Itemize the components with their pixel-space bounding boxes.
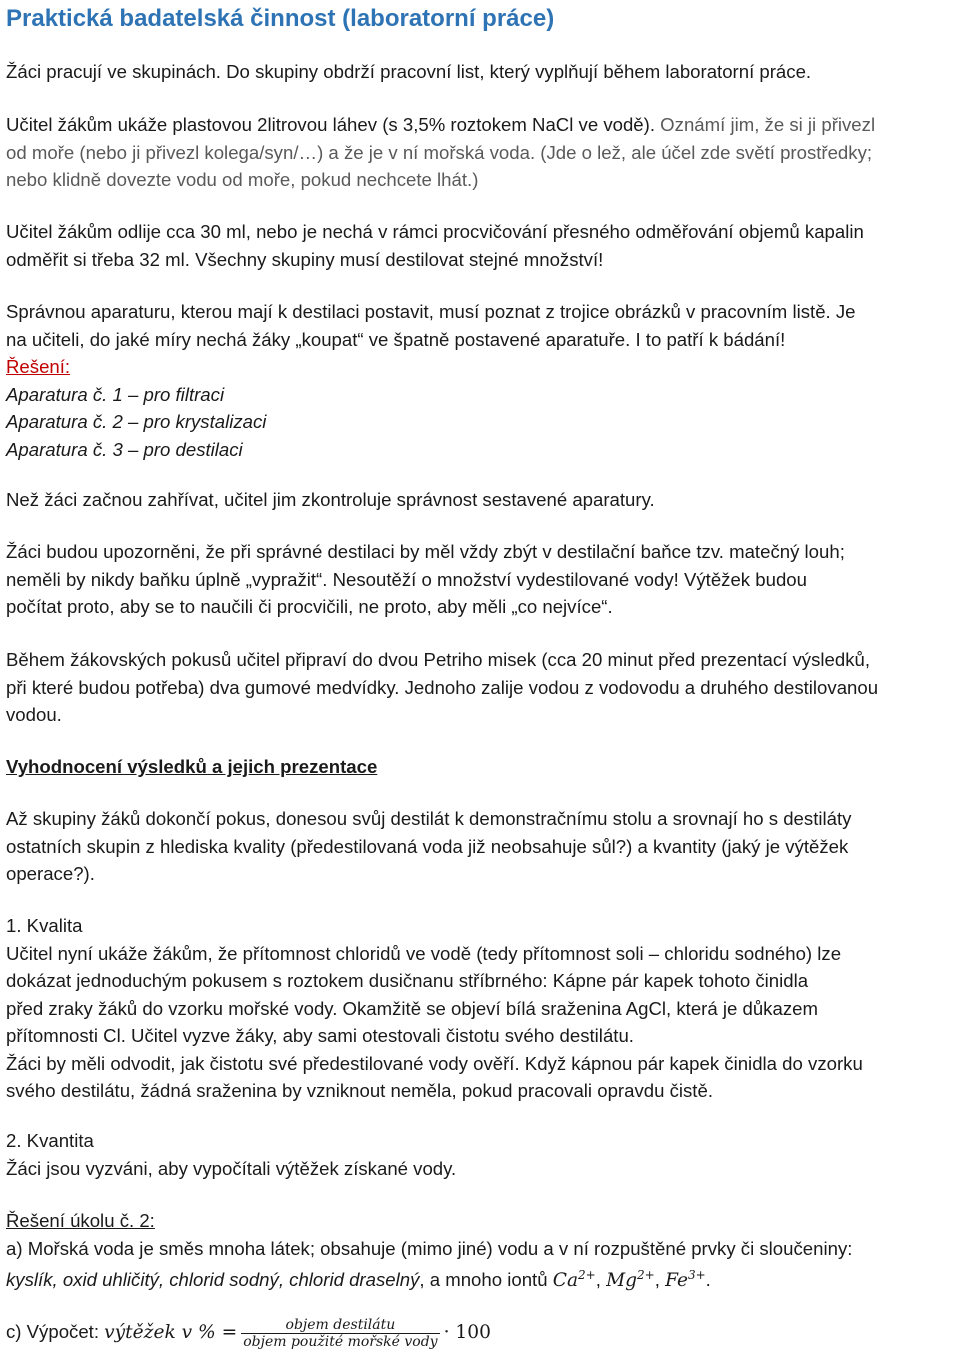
measure-line-1: Učitel žákům odlije cca 30 ml, nebo je nechá v rámci procvičování přesného odměřování objemů kapalin — [6, 221, 864, 242]
petri-paragraph — [6, 646, 958, 729]
quality-line-2: dokázat jednoduchým pokusem s roztokem dusičnanu stříbrného: Kápne pár kapek tohoto činidla — [6, 970, 809, 991]
petri-line-2: při které budou potřeba) dva gumové medvídky. Jednoho zalije vodou z vodovodu a druhého destilovanou — [6, 676, 879, 698]
page-title: Praktická badatelská činnost (laboratorní práce) — [6, 5, 555, 32]
quality-line-4: přítomnosti Cl. Učitel vyzve žáky, aby sami otestovali čistotu svého destilátu. — [6, 1025, 634, 1046]
warning-line-2: neměli by nikdy baňku úplně „vypražit“. Nesoutěží o množství vydestilované vody! Výtěžek budou — [6, 568, 807, 590]
quantity-heading: 2. Kvantita — [6, 1130, 94, 1151]
quality-line-3: před zraky žáků do vzorku mořské vody. Okamžitě se objeví bílá sraženina AgCl, která je důkazem — [6, 997, 818, 1019]
ion-calcium: $Ca^{2+}$ — [552, 1268, 596, 1292]
calc-label: c) Výpočet: — [6, 1321, 105, 1342]
solution2-a-line-2: kyslík, oxid uhličitý, chlorid sodný, chlorid draselný, a mnoho iontů $Ca^{2+}$, $Mg^{2+}$, $Fe^{3+}$. — [6, 1268, 711, 1292]
quality-line-6: svého destilátu, žádná sraženina by vzniknout neměla, pokud pracovali opravdu čistě. — [6, 1080, 713, 1101]
ion-magnesium: $Mg^{2+}$ — [606, 1268, 655, 1292]
bottle-text-5: nebo klidně dovezte vodu od moře, pokud nechcete lhát.) — [6, 169, 479, 190]
petri-line-1: Během žákovských pokusů učitel připraví do dvou Petriho misek (cca 20 minut před prezentací výsledků, — [6, 649, 870, 670]
warning-line-3: počítat proto, aby se to naučili či procvičili, ne proto, aby měli „co nejvíce“. — [6, 596, 613, 617]
petri-line-3: vodou. — [6, 704, 62, 725]
evaluation-line-2: ostatních skupin z hlediska kvality (předestilovaná voda již neobsahuje sůl?) a kvantity (jaký je výtěžek — [6, 835, 849, 857]
evaluation-section — [6, 753, 958, 781]
quantity-section — [6, 1127, 958, 1182]
apparatus-item-1: Aparatura č. 1 – pro filtraci — [6, 383, 225, 405]
quantity-line-1: Žáci jsou vyzváni, aby vypočítali výtěžek získané vody. — [6, 1157, 457, 1179]
bottle-paragraph — [6, 111, 958, 194]
solution2-label: Řešení úkolu č. 2: — [6, 1210, 155, 1231]
bottle-text-1: Učitel žákům ukáže plastovou 2litrovou láhev (s 3,5% roztokem NaCl ve vodě). — [6, 114, 656, 135]
measure-paragraph — [6, 218, 958, 273]
apparatus-line-2: na učiteli, do jaké míry nechá žáky „koupat“ ve špatně postavené aparatuře. I to patří k bádání! — [6, 328, 786, 350]
fraction-numerator: objem destilátu — [285, 1316, 396, 1333]
apparatus-item-2: Aparatura č. 2 – pro krystalizaci — [6, 411, 267, 432]
measure-line-2: odměřit si třeba 32 ml. Všechny skupiny musí destilovat stejné množství! — [6, 248, 604, 270]
solution2-a-rest: , a mnoho iontů — [419, 1269, 553, 1291]
quality-heading: 1. Kvalita — [6, 915, 83, 936]
apparatus-line-1: Správnou aparaturu, kterou mají k destilaci postavit, musí poznat z trojice obrázků v pracovním listě. Je — [6, 301, 856, 322]
quality-line-5: Žáci by měli odvodit, jak čistotu své předestilované vody ověří. Když kápnou pár kapek činidla do vzorku — [6, 1052, 863, 1074]
intro-groups: Žáci pracují ve skupinách. Do skupiny obdrží pracovní list, který vyplňují během laboratorní práce. — [6, 61, 812, 82]
apparatus-item-3: Aparatura č. 3 – pro destilaci — [6, 438, 243, 460]
bottle-text-3: od moře (nebo ji přivezl kolega/syn/…) a že je v ní mořská voda. — [6, 141, 536, 163]
calc-lhs: výtěžek v % = — [104, 1322, 238, 1343]
check-paragraph — [6, 486, 958, 514]
quality-section — [6, 912, 958, 1105]
fraction-denominator: objem použité mořské vody — [243, 1333, 438, 1350]
bottle-text-4: (Jde o lež, ale účel zde světí prostředky; — [535, 141, 873, 163]
warning-line-1: Žáci budou upozorněni, že při správné destilaci by měl vždy zbýt v destilační baňce tzv. matečný louh; — [6, 541, 845, 562]
calc-multiplier: · 100 — [443, 1322, 491, 1343]
yield-fraction — [241, 1317, 439, 1350]
ion-iron: $Fe^{3+}$ — [665, 1268, 706, 1292]
evaluation-paragraph — [6, 805, 958, 888]
solution2-section — [6, 1207, 958, 1295]
solution-label: Řešení: — [6, 356, 71, 377]
warning-paragraph — [6, 538, 958, 621]
evaluation-line-1: Až skupiny žáků dokončí pokus, donesou svůj destilát k demonstračnímu stolu a srovnají ho s destiláty — [6, 808, 852, 829]
solution2-a-line-1: a) Mořská voda je směs mnoha látek; obsahuje (mimo jiné) vodu a v ní rozpuštěné prvky či sloučeniny: — [6, 1237, 853, 1259]
intro-paragraph — [6, 58, 958, 86]
evaluation-line-3: operace?). — [6, 863, 95, 884]
bottle-text-2: Oznámí jim, že si ji přivezl — [655, 114, 876, 135]
check-line: Než žáci začnou zahřívat, učitel jim zkontroluje správnost sestavené aparatury. — [6, 489, 655, 510]
solution2-a-substances: kyslík, oxid uhličitý, chlorid sodný, chlorid draselný — [6, 1269, 420, 1291]
calculation-line — [6, 1312, 958, 1353]
quality-line-1: Učitel nyní ukáže žákům, že přítomnost chloridů ve vodě (tedy přítomnost soli – chloridu sodného) lze — [6, 942, 842, 964]
evaluation-heading: Vyhodnocení výsledků a jejich prezentace — [6, 756, 378, 777]
apparatus-paragraph — [6, 298, 958, 463]
